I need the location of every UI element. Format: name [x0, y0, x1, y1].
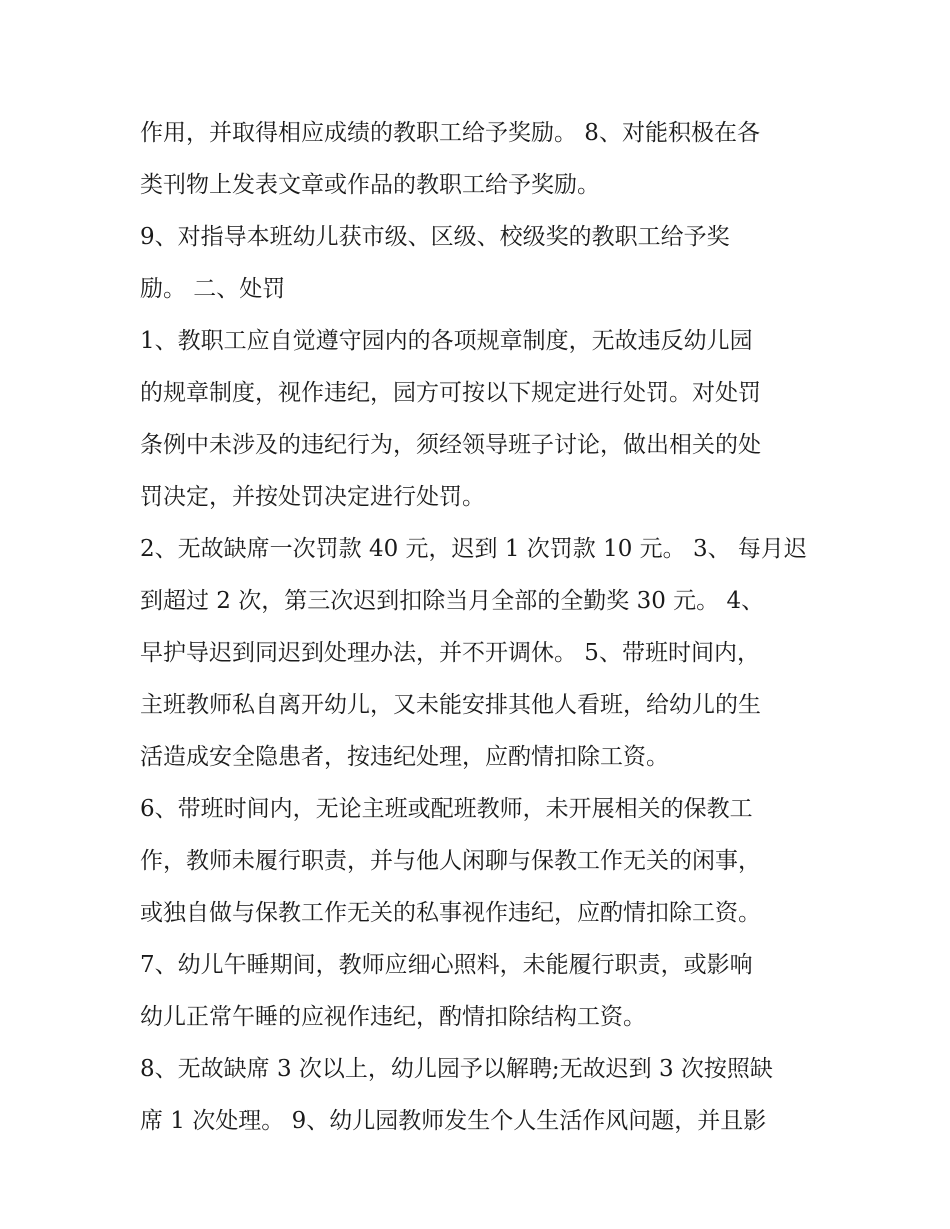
- text-line: 类刊物上发表文章或作品的教职工给予奖励。: [140, 172, 600, 198]
- text-line: 罚决定，并按处罚决定进行处罚。: [140, 484, 485, 510]
- text-line: 8、无故缺席 3 次以上，幼儿园予以解聘;无故迟到 3 次按照缺: [140, 1056, 773, 1082]
- text-line: 7、幼儿午睡期间，教师应细心照料，未能履行职责，或影响: [140, 952, 753, 978]
- text-line: 作用，并取得相应成绩的教职工给予奖励。 8、对能积极在各: [140, 120, 760, 146]
- text-line: 活造成安全隐患者，按违纪处理，应酌情扣除工资。: [140, 744, 669, 770]
- document-body: [140, 107, 820, 1147]
- text-line: 早护导迟到同迟到处理办法，并不开调休。 5、带班时间内，: [140, 640, 760, 666]
- text-line: 主班教师私自离开幼儿，又未能安排其他人看班，给幼儿的生: [140, 692, 761, 718]
- text-line: 的规章制度，视作违纪，园方可按以下规定进行处罚。对处罚: [140, 380, 761, 406]
- text-line: 席 1 次处理。 9、幼儿园教师发生个人生活作风问题，并且影: [140, 1108, 767, 1134]
- text-line: 9、对指导本班幼儿获市级、区级、校级奖的教职工给予奖: [140, 224, 730, 250]
- text-line: 作，教师未履行职责，并与他人闲聊与保教工作无关的闲事，: [140, 848, 761, 874]
- text-line: 6、带班时间内，无论主班或配班教师，未开展相关的保教工: [140, 796, 753, 822]
- text-line: 幼儿正常午睡的应视作违纪，酌情扣除结构工资。: [140, 1004, 646, 1030]
- text-line: 1、教职工应自觉遵守园内的各项规章制度，无故违反幼儿园: [140, 328, 753, 354]
- text-line: 2、无故缺席一次罚款 40 元，迟到 1 次罚款 10 元。 3、 每月迟: [140, 536, 807, 562]
- text-line: 或独自做与保教工作无关的私事视作违纪，应酌情扣除工资。: [140, 900, 761, 926]
- text-line: 励。 二、处罚: [140, 276, 286, 302]
- text-line: 条例中未涉及的违纪行为，须经领导班子讨论，做出相关的处: [140, 432, 761, 458]
- text-line: 到超过 2 次，第三次迟到扣除当月全部的全勤奖 30 元。 4、: [140, 588, 765, 614]
